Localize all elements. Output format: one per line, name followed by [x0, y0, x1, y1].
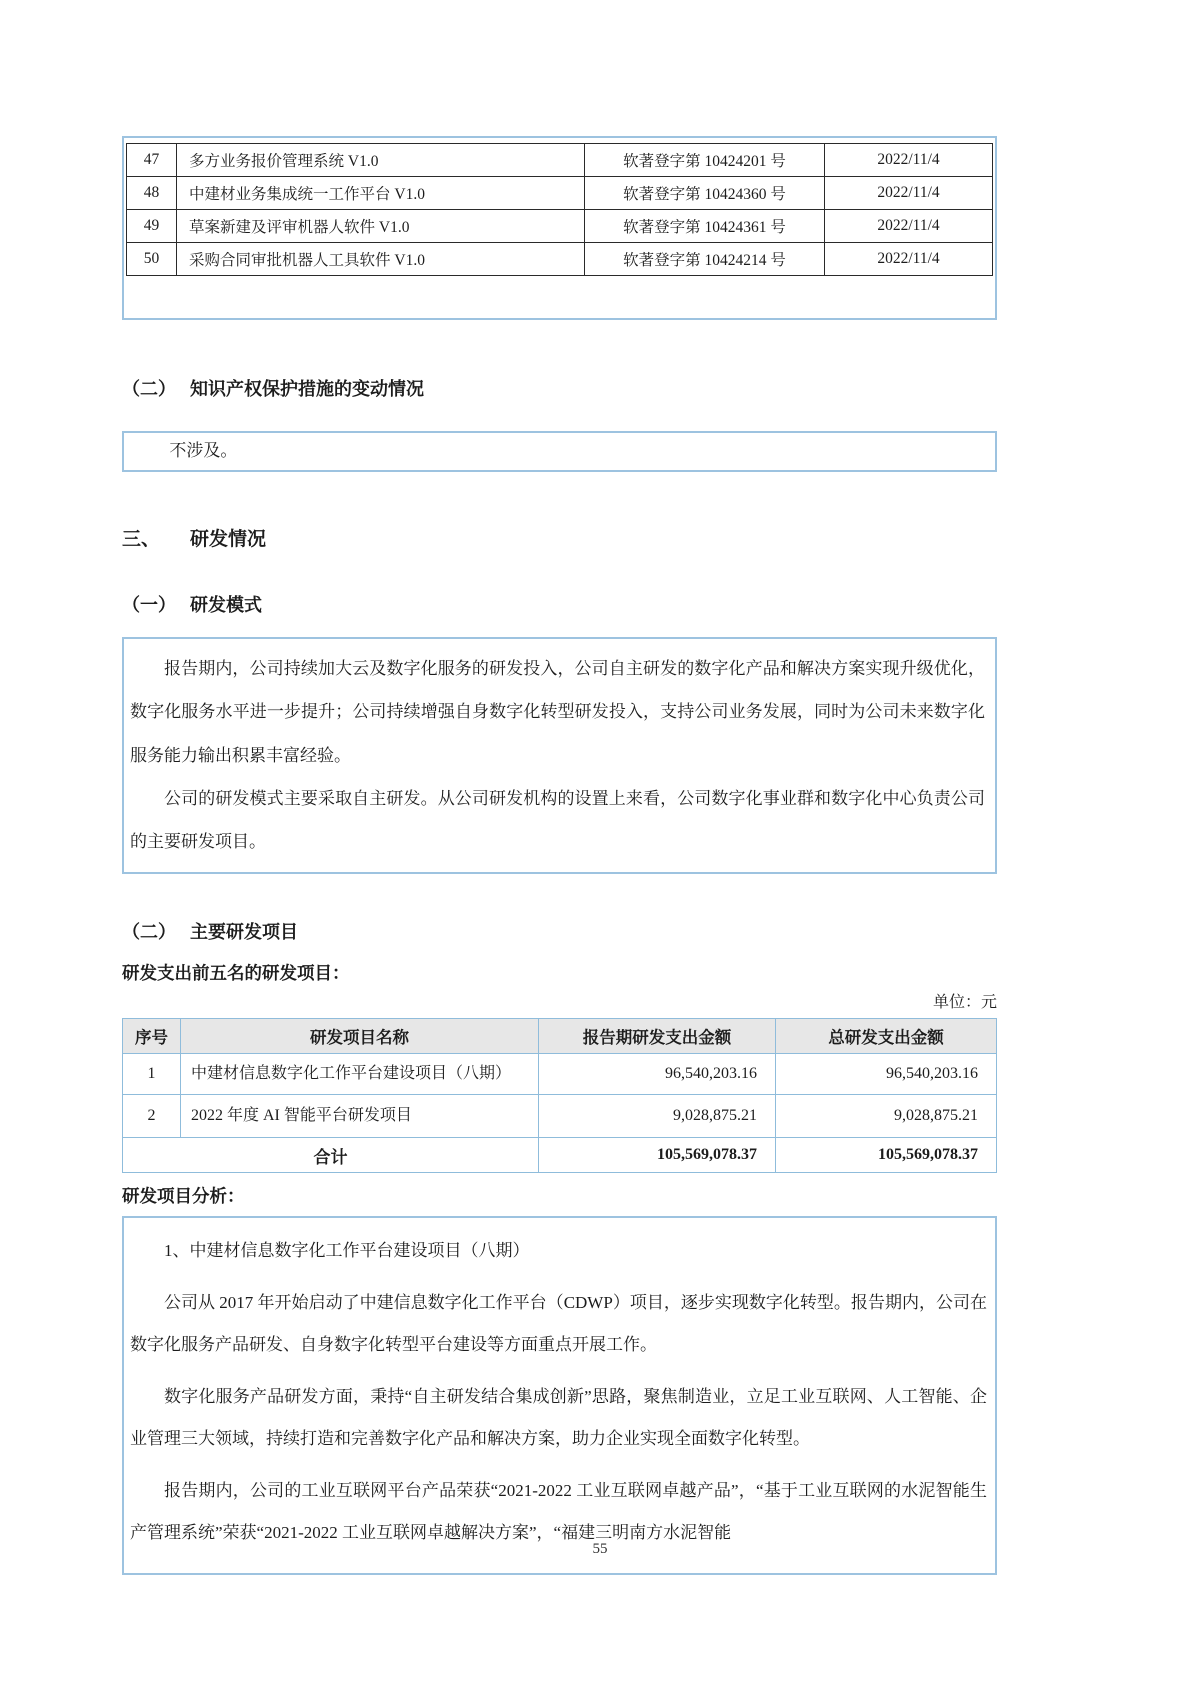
section-title: 主要研发项目 — [190, 921, 298, 942]
row-name: 2022 年度 AI 智能平台研发项目 — [181, 1095, 539, 1138]
total-label: 合计 — [123, 1138, 539, 1173]
section-label: 三、 — [122, 528, 161, 550]
rd-analysis-label: 研发项目分析： — [122, 1186, 245, 1206]
row-date: 2022/11/4 — [825, 243, 993, 276]
row-no: 47 — [127, 144, 177, 177]
analysis-paragraph: 1、中建材信息数字化工作平台建设项目（八期） — [164, 1241, 530, 1260]
rd-top5-subtitle: 研发支出前五名的研发项目： — [122, 962, 350, 983]
row-registration: 软著登字第 10424201 号 — [585, 144, 825, 177]
ip-content-box — [122, 431, 997, 472]
section-heading-ip — [122, 375, 997, 401]
row-registration: 软著登字第 10424361 号 — [585, 210, 825, 243]
row-registration: 软著登字第 10424214 号 — [585, 243, 825, 276]
table-row — [127, 144, 993, 177]
row-date: 2022/11/4 — [825, 210, 993, 243]
total-period-amount: 105,569,078.37 — [539, 1138, 776, 1173]
page-number: 55 — [592, 1541, 608, 1557]
rd-spending-table — [122, 1018, 997, 1173]
section-label: （二） — [122, 379, 176, 399]
row-no: 49 — [127, 210, 177, 243]
row-no: 50 — [127, 243, 177, 276]
row-name: 中建材信息数字化工作平台建设项目（八期） — [181, 1053, 539, 1094]
rd-mode-box — [122, 637, 997, 874]
rd-analysis-box — [122, 1216, 997, 1575]
table-row — [127, 177, 993, 210]
row-period-amount: 9,028,875.21 — [539, 1095, 776, 1138]
row-no: 2 — [123, 1095, 181, 1138]
unit-label: 单位：元 — [932, 993, 997, 1011]
analysis-paragraph: 报告期内，公司的工业互联网平台产品荣获“2021-2022 工业互联网卓越产品”，“基于工业互联网的水泥智能生产管理系统”荣获“2021-2022 工业互联网卓越解决方案”，“福建三明南方水泥智能 — [130, 1480, 987, 1542]
section-label: （二） — [122, 921, 176, 942]
table-row — [127, 210, 993, 243]
total-total-amount: 105,569,078.37 — [776, 1138, 997, 1173]
section-label: （一） — [122, 594, 176, 615]
row-no: 48 — [127, 177, 177, 210]
analysis-paragraph: 公司从 2017 年开始启动了中建信息数字化工作平台（CDWP）项目，逐步实现数字化转型。报告期内，公司在数字化服务产品研发、自身数字化转型平台建设等方面重点开展工作。 — [130, 1292, 987, 1354]
row-date: 2022/11/4 — [825, 144, 993, 177]
row-no: 1 — [123, 1053, 181, 1094]
header-name: 研发项目名称 — [181, 1018, 539, 1053]
analysis-paragraph: 数字化服务产品研发方面，秉持“自主研发结合集成创新”思路，聚焦制造业，立足工业互联网、人工智能、企业管理三大领域，持续打造和完善数字化产品和解决方案，助力企业实现全面数字化转型。 — [130, 1386, 987, 1448]
section-title: 研发情况 — [190, 528, 267, 550]
header-total: 总研发支出金额 — [776, 1018, 997, 1053]
table-row — [123, 1053, 997, 1094]
section-heading-rd — [122, 524, 997, 551]
row-name: 草案新建及评审机器人软件 V1.0 — [177, 210, 585, 243]
table-header-row — [123, 1018, 997, 1053]
header-period: 报告期研发支出金额 — [539, 1018, 776, 1053]
table-row — [123, 1095, 997, 1138]
rd-mode-paragraph: 报告期内，公司持续加大云及数字化服务的研发投入，公司自主研发的数字化产品和解决方案实现升级优化，数字化服务水平进一步提升；公司持续增强自身数字化转型研发投入，支持公司业务发展，同时为公司未来数字化服务能力输出积累丰富经验。 — [130, 658, 985, 765]
header-no: 序号 — [123, 1018, 181, 1053]
row-total-amount: 96,540,203.16 — [776, 1053, 997, 1094]
page-content — [122, 136, 997, 1575]
row-name: 中建材业务集成统一工作平台 V1.0 — [177, 177, 585, 210]
copyright-table-box — [122, 136, 997, 320]
ip-content-text: 不涉及。 — [169, 441, 238, 460]
row-date: 2022/11/4 — [825, 177, 993, 210]
section-heading-rd-projects — [122, 918, 997, 944]
row-name: 多方业务报价管理系统 V1.0 — [177, 144, 585, 177]
table-total-row — [123, 1138, 997, 1173]
section-title: 知识产权保护措施的变动情况 — [190, 379, 424, 399]
section-heading-rd-mode — [122, 591, 997, 617]
section-title: 研发模式 — [190, 594, 262, 615]
table-row — [127, 243, 993, 276]
rd-mode-paragraph: 公司的研发模式主要采取自主研发。从公司研发机构的设置上来看，公司数字化事业群和数字化中心负责公司的主要研发项目。 — [130, 788, 985, 852]
row-name: 采购合同审批机器人工具软件 V1.0 — [177, 243, 585, 276]
row-registration: 软著登字第 10424360 号 — [585, 177, 825, 210]
row-period-amount: 96,540,203.16 — [539, 1053, 776, 1094]
copyright-table — [126, 143, 993, 276]
row-total-amount: 9,028,875.21 — [776, 1095, 997, 1138]
